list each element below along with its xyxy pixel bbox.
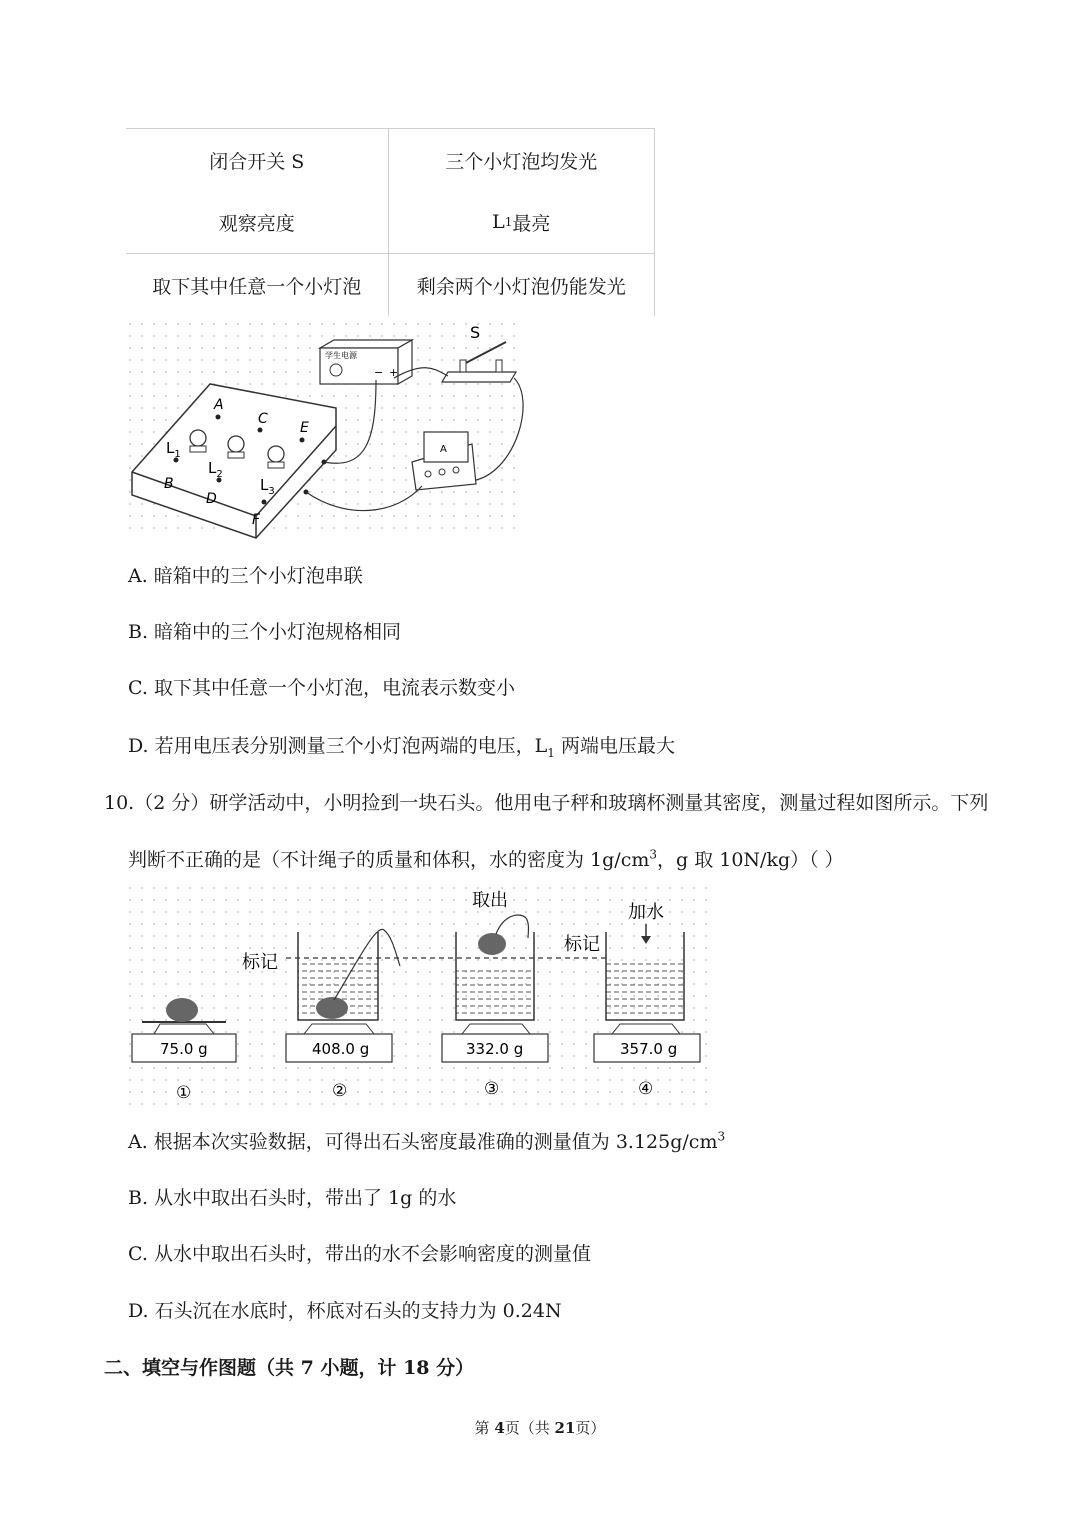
mark-label: 标记 — [242, 952, 278, 973]
scale-4 — [594, 932, 700, 1099]
option-c: C. 从水中取出石头时，带出的水不会影响密度的测量值 — [128, 1243, 591, 1265]
scale-1 — [132, 998, 236, 1103]
table-cell: 取下其中任意一个小灯泡 — [126, 254, 389, 316]
option-b: B. 从水中取出石头时，带出了 1g 的水 — [128, 1187, 457, 1209]
mark-label: 标记 — [564, 934, 600, 955]
option-d: D. 若用电压表分别测量三个小灯泡两端的电压，$L_1$ 两端电压最大 — [128, 735, 675, 760]
point-label: C — [258, 411, 268, 427]
table-cell: 剩余两个小灯泡仍能发光 — [416, 275, 626, 298]
take-out-label: 取出 — [472, 890, 508, 911]
switch-label: S — [470, 323, 481, 342]
page-footer: 第 4页（共 21页） — [474, 1419, 606, 1437]
option-a: A. 暗箱中的三个小灯泡串联 — [128, 565, 363, 587]
table-cell: 三个小灯泡均发光 — [445, 150, 598, 173]
point-label: E — [300, 420, 309, 436]
scale-3 — [442, 915, 548, 1099]
option-d: D. 石头沉在水底时，杯底对石头的支持力为 0.24N — [128, 1300, 562, 1322]
bulb-label: $L_3$ — [260, 476, 275, 497]
circuit-figure — [126, 320, 526, 540]
option-c: C. 取下其中任意一个小灯泡，电流表示数变小 — [128, 677, 515, 699]
point-label: B — [164, 476, 174, 492]
bulb-label: $L_2$ — [208, 459, 223, 480]
add-water-label: 加水 — [628, 902, 664, 923]
table-cell: 闭合开关 S — [126, 129, 389, 191]
table-text: 最亮 — [512, 212, 551, 235]
point-label: D — [206, 491, 217, 507]
step-number: ④ — [638, 1079, 654, 1099]
scale-2 — [286, 929, 400, 1101]
option-b: B. 暗箱中的三个小灯泡规格相同 — [128, 621, 402, 643]
power-supply-icon — [320, 340, 412, 384]
section-heading: 二、填空与作图题（共 7 小题，计 18 分） — [104, 1357, 475, 1379]
point-label: A — [214, 397, 224, 413]
point-label: F — [252, 512, 261, 528]
table-row — [126, 191, 654, 253]
table-cell — [389, 209, 655, 236]
scale-reading: 357.0 g — [620, 1040, 678, 1058]
scale-reading: 332.0 g — [466, 1040, 524, 1058]
svg-text:−: − — [374, 366, 384, 379]
svg-text:+: + — [389, 366, 399, 379]
question-10-line-1: 10.（2 分）研学活动中，小明捡到一块石头。他用电子秤和玻璃杯测量其密度，测量过程如图所示。下列 — [104, 792, 989, 814]
table-row — [126, 129, 654, 191]
bulb-label: $L_1$ — [166, 439, 181, 460]
table-cell: 观察亮度 — [126, 191, 389, 253]
scale-figure — [126, 884, 710, 1106]
step-number: ② — [332, 1081, 348, 1101]
ammeter-label: A — [440, 444, 447, 455]
option-a: A. 根据本次实验数据，可得出石头密度最准确的测量值为 $3.125g/cm^3$ — [128, 1129, 726, 1153]
question-10-line-2: 判断不正确的是（不计绳子的质量和体积，水的密度为 $1g/cm^3$，g 取 10N/kg）（ ） — [128, 847, 844, 871]
step-number: ① — [176, 1083, 192, 1103]
scale-reading: 408.0 g — [312, 1040, 370, 1058]
power-label: 学生电源 — [325, 351, 357, 360]
bulb-subscript: 1 — [504, 215, 513, 229]
bulb-label: L — [492, 211, 505, 233]
scale-reading: 75.0 g — [160, 1040, 208, 1058]
step-number: ③ — [484, 1079, 500, 1099]
table-row — [126, 253, 654, 316]
ammeter-icon — [412, 432, 476, 490]
observation-table — [126, 128, 655, 316]
